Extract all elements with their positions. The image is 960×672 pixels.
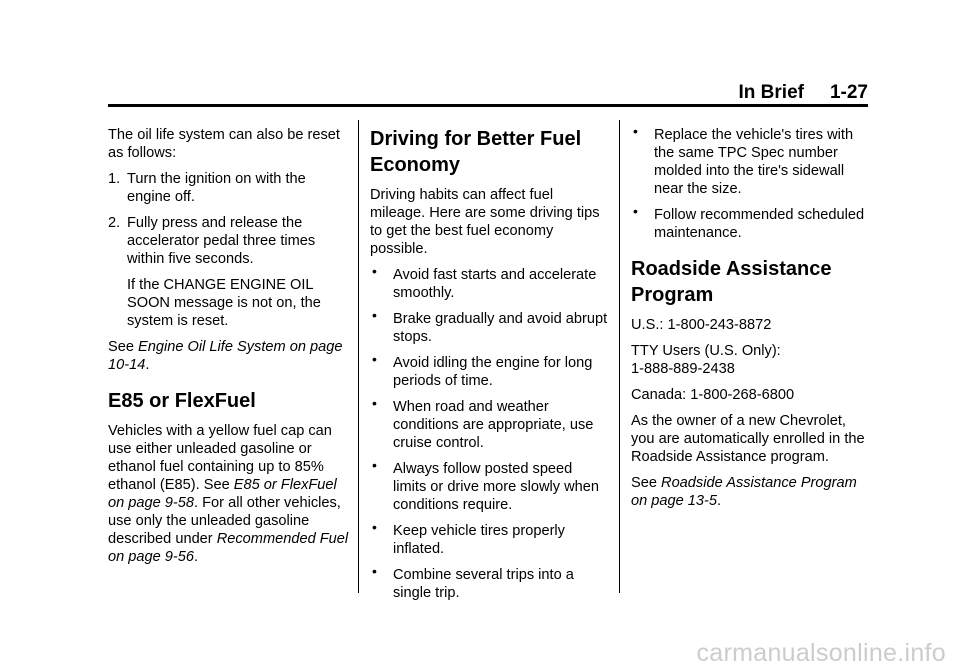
list-item [631, 123, 871, 198]
step-number: 2. [108, 215, 121, 231]
list-item [370, 351, 608, 390]
bullet-icon: • [372, 351, 377, 367]
e85-text-1: Vehicles with a yellow fuel cap can use either unleaded gasoline or ethanol fuel containing up to 85% ethanol (E85). See [108, 423, 332, 493]
see-prefix: See [108, 339, 139, 355]
column-2 [370, 126, 608, 610]
step-note: If the CHANGE ENGINE OIL SOON message is not on, the system is reset. [127, 277, 321, 329]
step-text: Fully press and release the accelerator pedal three times within five seconds. [127, 215, 316, 267]
roadside-link[interactable]: Roadside Assistance Program on page 13-5 [631, 475, 857, 509]
bullet-icon: • [633, 203, 638, 219]
tty-number: 1-888-889-2438 [631, 361, 735, 377]
list-item [370, 563, 608, 602]
list-item [370, 263, 608, 302]
step-text: Turn the ignition on with the engine off. [127, 171, 306, 205]
page-header [739, 82, 868, 104]
page-number: 1-27 [829, 82, 868, 103]
list-item [370, 519, 608, 558]
e85-paragraph [108, 422, 350, 566]
tip-text: When road and weather conditions are appropriate, use cruise control. [393, 399, 594, 451]
e85-link[interactable]: E85 or FlexFuel on page 9-58 [108, 477, 337, 511]
column-3 [631, 123, 871, 518]
bullet-icon: • [372, 307, 377, 323]
e85-text-3: . [194, 549, 199, 565]
tip-text: Avoid fast starts and accelerate smoothly. [393, 267, 597, 301]
bullet-icon: • [372, 395, 377, 411]
tip-text: Always follow posted speed limits or drive more slowly when conditions require. [393, 461, 599, 513]
canada-phone: Canada: 1-800-268-6800 [631, 387, 795, 403]
list-item [108, 170, 350, 206]
bullet-icon: • [633, 123, 638, 139]
list-item [108, 214, 350, 330]
tip-text: Replace the vehicle's tires with the same TPC Spec number molded into the tire's sidewall near the size. [654, 127, 854, 197]
oil-reset-steps [108, 170, 350, 330]
bullet-icon: • [372, 457, 377, 473]
bullet-icon: • [372, 563, 377, 579]
see-reference [108, 338, 350, 374]
roadside-heading: Roadside Assistance Program [631, 258, 832, 306]
us-phone: U.S.: 1-800-243-8872 [631, 317, 772, 333]
column-divider [619, 120, 620, 593]
e85-text-2: . For all other vehicles, use only the unleaded gasoline described under [108, 495, 341, 547]
list-item [370, 395, 608, 452]
recommended-fuel-link[interactable]: Recommended Fuel on page 9-56 [108, 531, 349, 565]
section-title: In Brief [738, 82, 804, 103]
see-prefix: See [631, 475, 662, 491]
bullet-icon: • [372, 519, 377, 535]
column-1 [108, 126, 350, 574]
tty-phone [631, 342, 871, 378]
tip-text: Follow recommended scheduled maintenance. [654, 207, 865, 241]
list-item [370, 307, 608, 346]
tip-text: Keep vehicle tires properly inflated. [393, 523, 565, 557]
step-number: 1. [108, 171, 121, 187]
see-suffix: . [145, 357, 150, 373]
oil-reset-intro: The oil life system can also be reset as follows: [108, 127, 340, 161]
oil-life-link[interactable]: Engine Oil Life System on page 10-14 [108, 339, 343, 373]
see-suffix: . [717, 493, 722, 509]
watermark: carmanualsonline.info [696, 639, 946, 667]
tip-text: Avoid idling the engine for long periods of time. [393, 355, 593, 389]
fuel-tips-list-continued [631, 123, 871, 242]
header-rule [108, 104, 868, 107]
list-item [631, 203, 871, 242]
fuel-tips-list [370, 263, 608, 602]
tty-label: TTY Users (U.S. Only): [631, 343, 781, 359]
list-item [370, 457, 608, 514]
e85-heading: E85 or FlexFuel [108, 390, 256, 412]
column-divider [358, 120, 359, 593]
tip-text: Brake gradually and avoid abrupt stops. [393, 311, 608, 345]
fuel-economy-intro: Driving habits can affect fuel mileage. Here are some driving tips to get the best fuel economy possible. [370, 187, 600, 257]
bullet-icon: • [372, 263, 377, 279]
tip-text: Combine several trips into a single trip. [393, 567, 574, 601]
see-reference [631, 474, 871, 510]
fuel-economy-heading: Driving for Better Fuel Economy [370, 128, 582, 176]
owner-paragraph: As the owner of a new Chevrolet, you are automatically enrolled in the Roadside Assistance program. [631, 413, 865, 465]
